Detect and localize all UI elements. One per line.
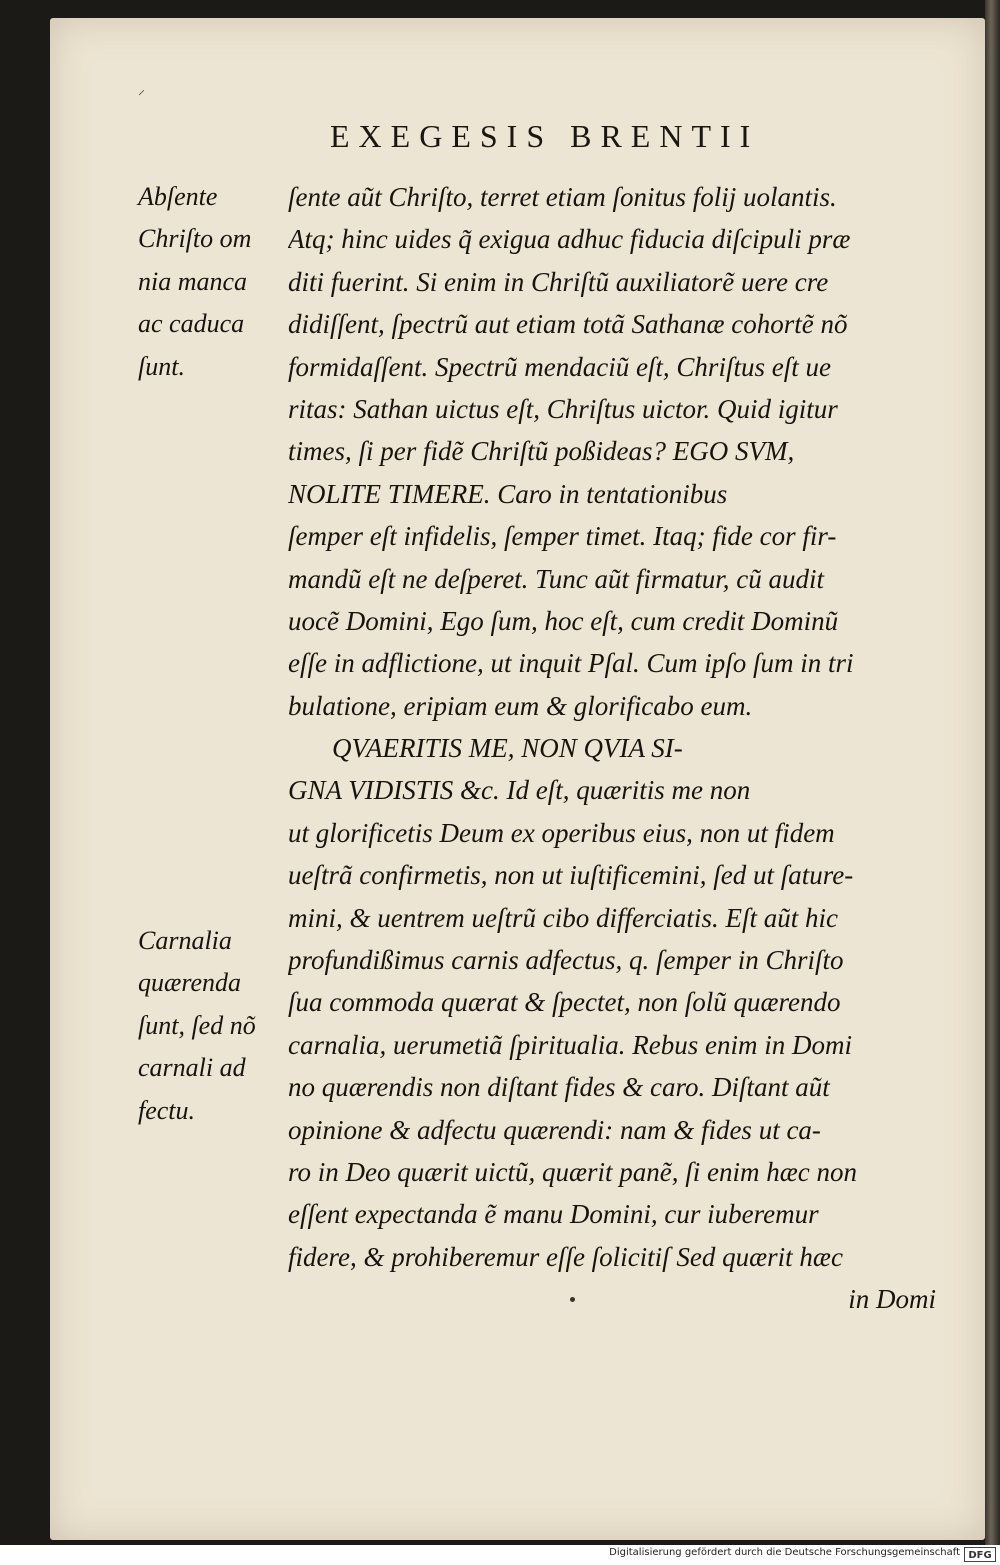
- catchword: in Domi: [848, 1284, 936, 1315]
- margin-note-line: carnali ad: [138, 1053, 246, 1083]
- margin-note-line: Chriſto om: [138, 224, 252, 254]
- text-line: ſente aũt Chriſto, terret etiam ſonitus folij uolantis.: [288, 182, 837, 212]
- margin-note-line: ſunt.: [138, 351, 185, 381]
- funding-credit: Digitalisierung gefördert durch die Deutsche Forschungsgemeinschaft: [609, 1547, 960, 1558]
- margin-note-line: Carnalia: [138, 926, 232, 955]
- margin-note-line: Abſente: [138, 182, 218, 211]
- ink-speck: [570, 1297, 575, 1302]
- margin-note-line: ſunt, ſed nõ: [138, 1010, 256, 1040]
- text-line: ſua commoda quærat & ſpectet, non ſolũ quærendo: [288, 987, 841, 1018]
- text-line: ſemper eſt infidelis, ſemper timet. Itaq; fide cor fir-: [288, 521, 837, 552]
- text-line: ritas: Sathan uictus eſt, Chriſtus uictor. Quid igitur: [288, 393, 838, 424]
- text-line: eſſent expectanda ẽ manu Domini, cur iuberemur: [288, 1199, 819, 1230]
- text-line: mandũ eſt ne deſperet. Tunc aũt firmatur, cũ audit: [288, 563, 824, 594]
- text-line: times, ſi per fidẽ Chriſtũ poßideas? EGO SVM,: [288, 436, 795, 467]
- text-line: ut glorificetis Deum ex operibus eius, non ut fidem: [288, 817, 835, 848]
- ink-mark: ⸍: [138, 88, 145, 104]
- dfg-logo: DFG: [964, 1547, 996, 1562]
- text-line: eſſe in adflictione, ut inquit Pſal. Cum ipſo ſum in tri: [288, 648, 854, 679]
- text-line: profundißimus carnis adfectus, q. ſemper in Chriſto: [288, 945, 844, 976]
- book-page-edge: [985, 0, 1000, 1545]
- text-line: carnalia, uerumetiã ſpiritualia. Rebus enim in Domi: [288, 1029, 852, 1060]
- text-line: no quærendis non diſtant fides & caro. Diſtant aũt: [288, 1072, 830, 1103]
- text-line: didiſſent, ſpectrũ aut etiam totã Sathanæ cohortẽ nõ: [288, 309, 848, 340]
- text-line: opinione & adfectu quærendi: nam & fides ut ca-: [288, 1114, 821, 1145]
- margin-note-line: fectu.: [138, 1095, 196, 1125]
- text-line: QVAERITIS ME, NON QVIA SI-: [332, 733, 683, 764]
- margin-note-line: nia manca: [138, 266, 248, 296]
- margin-note-line: quærenda: [138, 968, 242, 998]
- margin-note-line: ac caduca: [138, 309, 245, 339]
- main-text-block: [288, 176, 936, 1321]
- text-line: ro in Deo quærit uictũ, quærit panẽ, ſi enim hæc non: [288, 1156, 857, 1187]
- margin-note-2: [138, 920, 290, 1132]
- text-line: bulatione, eripiam eum & glorificabo eum.: [288, 690, 753, 721]
- text-line: GNA VIDISTIS &c. Id eſt, quæritis me non: [288, 775, 751, 806]
- margin-note-1: [138, 176, 290, 388]
- running-header: EXEGESIS BRENTII: [330, 118, 760, 154]
- text-line: formidaſſent. Spectrũ mendaciũ eſt, Chriſtus eſt ue: [288, 351, 831, 382]
- text-line: NOLITE TIMERE. Caro in tentationibus: [288, 478, 728, 509]
- text-line: ueſtrã confirmetis, non ut iuſtificemini, ſed ut ſature-: [288, 860, 854, 891]
- text-line: diti fuerint. Si enim in Chriſtũ auxiliatorẽ uere cre: [288, 266, 829, 297]
- text-line: fidere, & prohiberemur eſſe ſolicitiſ Sed quærit hæc: [288, 1241, 843, 1272]
- text-line: Atq; hinc uides q̃ exigua adhuc fiducia diſcipuli præ: [288, 224, 851, 255]
- text-line: mini, & uentrem ueſtrũ cibo differciatis. Eſt aũt hic: [288, 902, 838, 933]
- text-line: uocẽ Domini, Ego ſum, hoc eſt, cum credit Dominũ: [288, 605, 839, 636]
